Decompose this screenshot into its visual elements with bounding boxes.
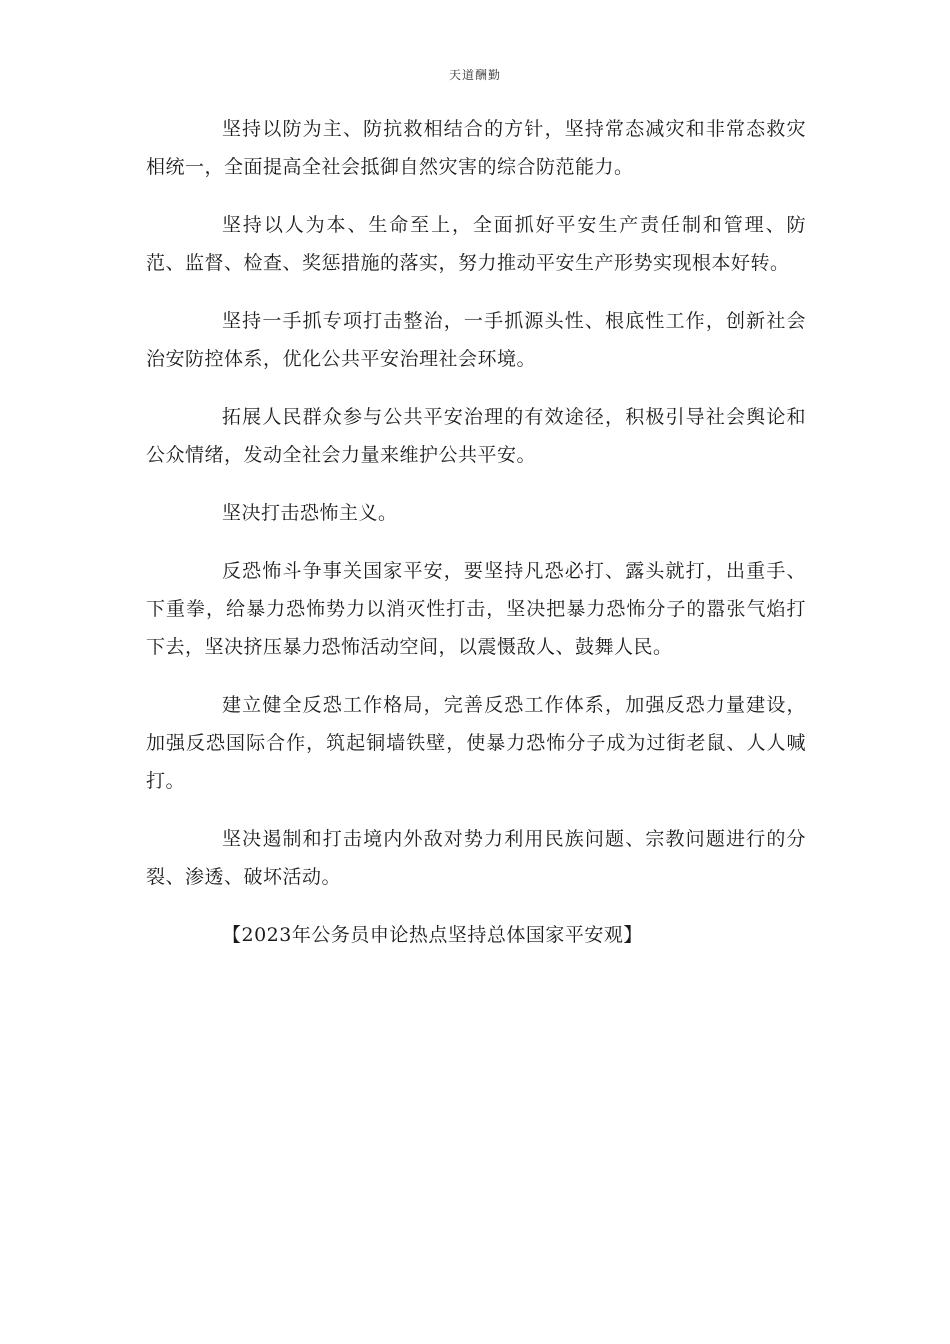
document-body xyxy=(146,110,806,974)
document-title-footer: 【2023年公务员申论热点坚持总体国家平安观】 xyxy=(222,924,643,946)
page-header: 天道酬勤 xyxy=(448,68,501,82)
paragraph-anti-terrorism-system: 建立健全反恐工作格局，完善反恐工作体系，加强反恐力量建设，加强反恐国际合作，筑起铜墙铁壁，使暴力恐怖分子成为过街老鼠、人人喊打。 xyxy=(146,694,806,792)
paragraph-hostile-forces: 坚决遏制和打击境内外敌对势力利用民族问题、宗教问题进行的分裂、渗透、破坏活动。 xyxy=(146,828,806,888)
paragraph-anti-terrorism-heading: 坚决打击恐怖主义。 xyxy=(222,502,398,524)
paragraph-disaster-prevention: 坚持以防为主、防抗救相结合的方针，坚持常态减灾和非常态救灾相统一，全面提高全社会抵御自然灾害的综合防范能力。 xyxy=(146,118,806,178)
paragraph-anti-terrorism-struggle: 反恐怖斗争事关国家平安，要坚持凡恐必打、露头就打，出重手、下重拳，给暴力恐怖势力以消灭性打击，坚决把暴力恐怖分子的嚣张气焰打下去，坚决挤压暴力恐怖活动空间，以震慑敌人、鼓舞人民。 xyxy=(146,560,806,658)
paragraph-public-participation: 拓展人民群众参与公共平安治理的有效途径，积极引导社会舆论和公众情绪，发动全社会力量来维护公共平安。 xyxy=(146,406,806,466)
paragraph-public-security: 坚持一手抓专项打击整治，一手抓源头性、根底性工作，创新社会治安防控体系，优化公共平安治理社会环境。 xyxy=(146,310,806,370)
paragraph-production-safety: 坚持以人为本、生命至上，全面抓好平安生产责任制和管理、防范、监督、检查、奖惩措施的落实，努力推动平安生产形势实现根本好转。 xyxy=(146,214,806,274)
